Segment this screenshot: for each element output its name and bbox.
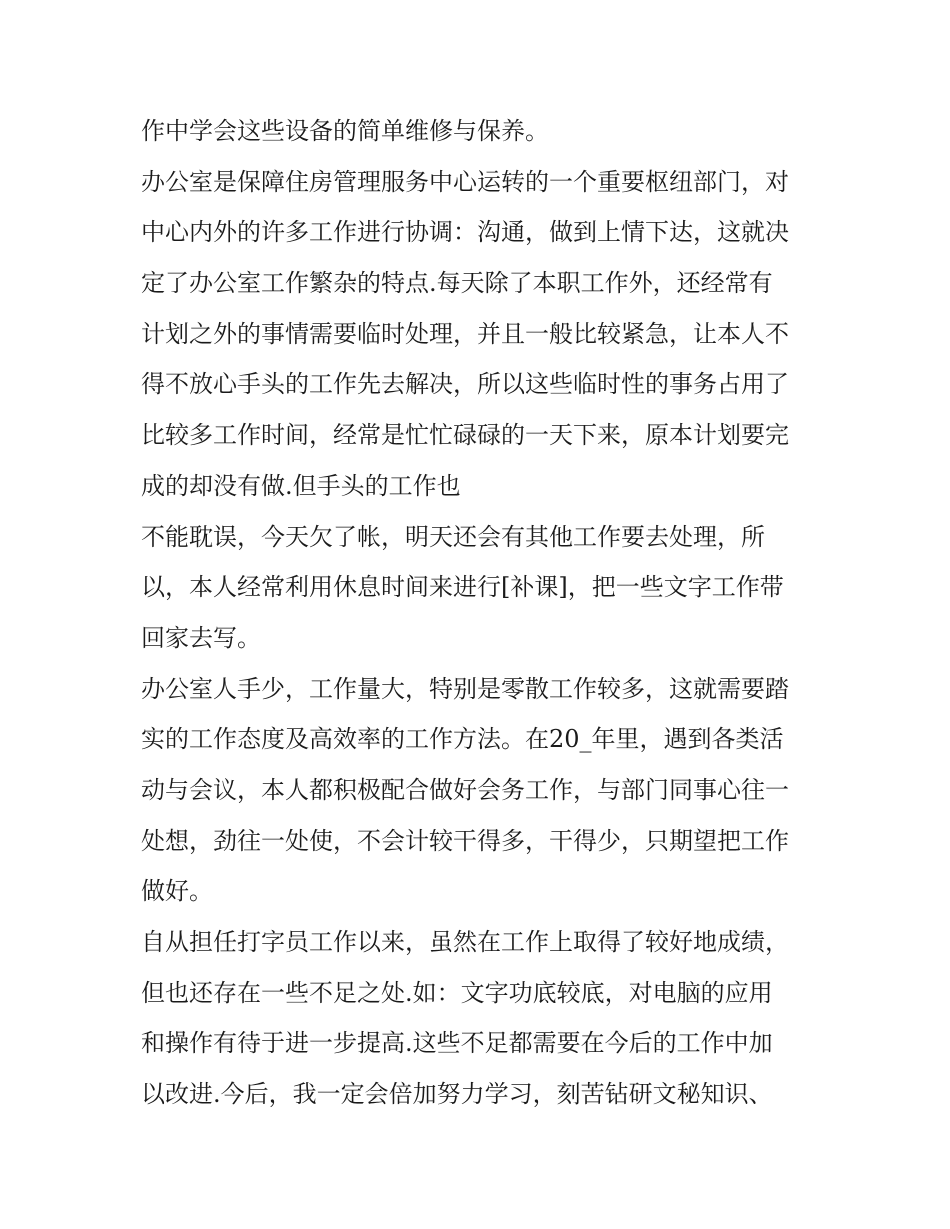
- text-line: 办公室人手少，工作量大，特别是零散工作较多，这就需要踏: [141, 674, 789, 703]
- text-line: 办公室是保障住房管理服务中心运转的一个重要枢纽部门，对: [141, 167, 789, 196]
- text-line: 得不放心手头的工作先去解决，所以这些临时性的事务占用了: [141, 370, 789, 399]
- text-line: 处想，劲往一处使，不会计较干得多，干得少，只期望把工作: [141, 826, 789, 855]
- text-line: 但也还存在一些不足之处.如：文字功底较底，对电脑的应用: [141, 978, 773, 1007]
- text-line: 和操作有待于进一步提高.这些不足都需要在今后的工作中加: [141, 1029, 773, 1058]
- text-line: 动与会议，本人都积极配合做好会务工作，与部门同事心往一: [141, 775, 789, 804]
- text-line: 作中学会这些设备的简单维修与保养。: [141, 117, 549, 145]
- text-line: 不能耽误，今天欠了帐，明天还会有其他工作要去处理，所: [141, 522, 765, 551]
- text-line: 成的却没有做.但手头的工作也: [141, 471, 461, 500]
- document-body: [141, 106, 821, 1120]
- text-line: 自从担任打字员工作以来，虽然在工作上取得了较好地成绩，: [141, 928, 789, 956]
- text-line: 做好。: [141, 877, 213, 906]
- text-line: 定了办公室工作繁杂的特点.每天除了本职工作外，还经常有: [141, 269, 773, 298]
- text-line: 计划之外的事情需要临时处理，并且一般比较紧急，让本人不: [141, 319, 789, 348]
- text-line: 以，本人经常利用休息时间来进行[补课]，把一些文字工作带: [141, 573, 784, 602]
- text-line: 实的工作态度及高效率的工作方法。在20_年里，遇到各类活: [141, 725, 784, 754]
- text-line: 中心内外的许多工作进行协调：沟通，做到上情下达，这就决: [141, 218, 789, 247]
- text-line: 以改进.今后，我一定会倍加努力学习，刻苦钻研文秘知识、: [141, 1080, 773, 1109]
- text-line: 比较多工作时间，经常是忙忙碌碌的一天下来，原本计划要完: [141, 421, 789, 450]
- text-line: 回家去写。: [141, 623, 261, 652]
